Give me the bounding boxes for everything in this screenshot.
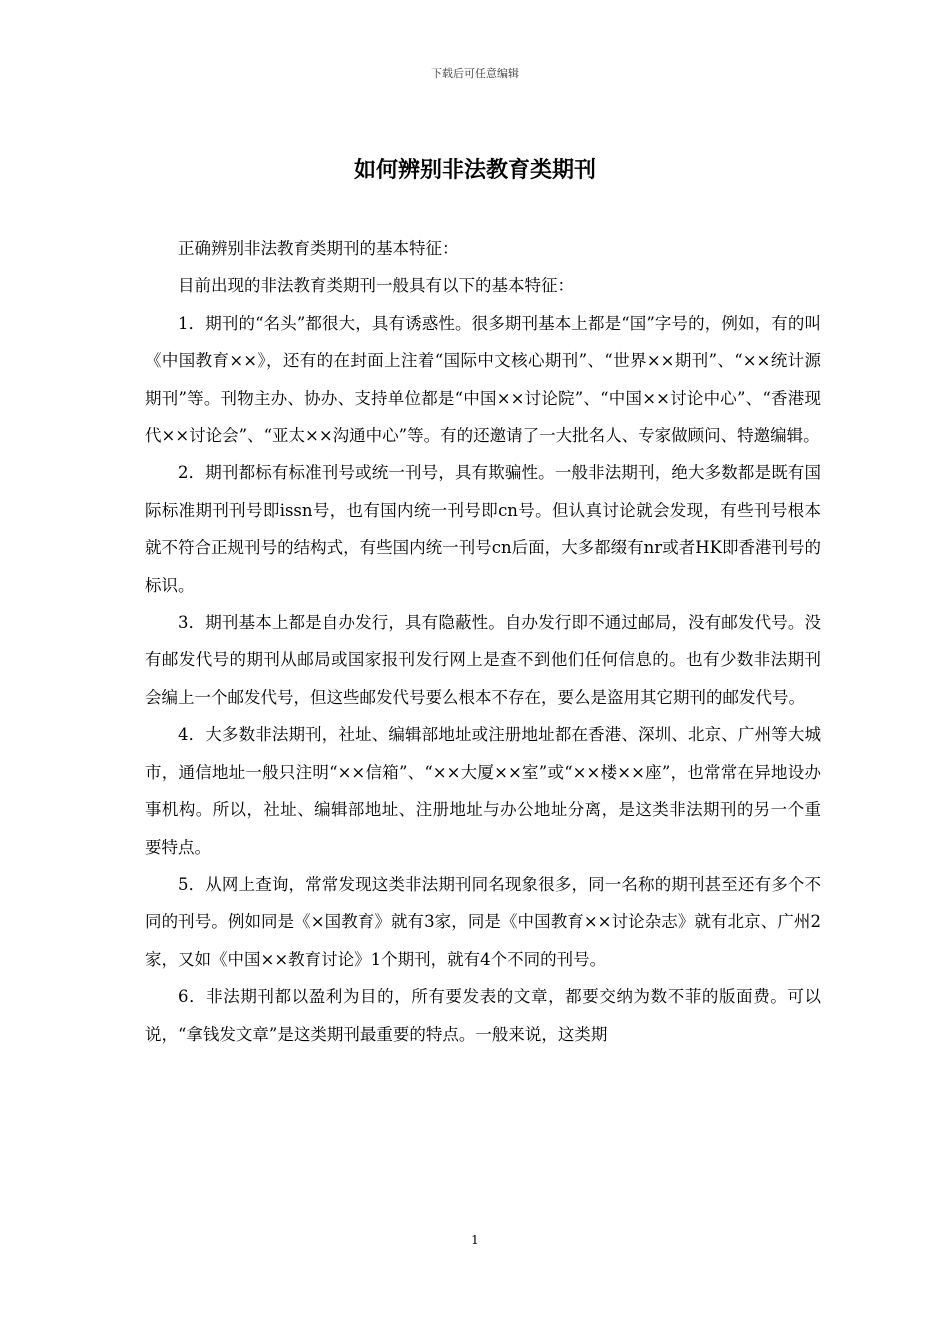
paragraph-feature-3: 3．期刊基本上都是自办发行，具有隐蔽性。自办发行即不通过邮局，没有邮发代号。没有邮发代号的期刊从邮局或国家报刊发行网上是查不到他们任何信息的。也有少数非法期刊会编上一个邮发代号，但这些邮发代号要么根本不存在，要么是盗用其它期刊的邮发代号。 [145,613,821,707]
paragraph-feature-1: 1．期刊的“名头”都很大，具有诱惑性。很多期刊基本上都是“国”字号的，例如，有的叫《中国教育××》，还有的在封面上注着“国际中文核心期刊”、“世界××期刊”、“××统计源期刊”等。刊物主办、协办、支持单位都是“中国××讨论院”、“中国××讨论中心”、“香港现代××讨论会”、“亚太××沟通中心”等。有的还邀请了一大批名人、专家做顾问、特邀编辑。 [145,313,821,446]
paragraph-intro: 正确辨别非法教育类期刊的基本特征： [178,239,459,258]
document-title: 如何辨别非法教育类期刊 [353,157,596,183]
document-body [145,230,821,1053]
paragraph-feature-6: 6．非法期刊都以盈利为目的，所有要发表的文章，都要交纳为数不菲的版面费。可以说，“拿钱发文章”是这类期刊最重要的特点。一般来说，这类期 [145,987,821,1044]
paragraph-feature-4: 4．大多数非法期刊，社址、编辑部地址或注册地址都在香港、深圳、北京、广州等大城市，通信地址一般只注明“××信箱”、“××大厦××室”或“××楼××座”，也常常在异地设办事机构。所以，社址、编辑部地址、注册地址与办公地址分离，是这类非法期刊的另一个重要特点。 [145,725,821,857]
paragraph-lead: 目前出现的非法教育类期刊一般具有以下的基本特征： [178,276,574,296]
paragraph-feature-2: 2．期刊都标有标准刊号或统一刊号，具有欺骗性。一般非法期刊，绝大多数都是既有国际标准期刊刊号即issn号，也有国内统一刊号即cn号。但认真讨论就会发现，有些刊号根本就不符合正规刊号的结构式，有些国内统一刊号cn后面，大多都缀有nr或者HK即香港刊号的标识。 [145,463,821,595]
page-header-note: 下载后可任意编辑 [431,67,519,80]
page-number: 1 [471,1233,479,1247]
paragraph-feature-5: 5．从网上查询，常常发现这类非法期刊同名现象很多，同一名称的期刊甚至还有多个不同的刊号。例如同是《×国教育》就有3家，同是《中国教育××讨论杂志》就有北京、广州2家，又如《中国××教育讨论》1个期刊，就有4个不同的刊号。 [145,874,821,969]
